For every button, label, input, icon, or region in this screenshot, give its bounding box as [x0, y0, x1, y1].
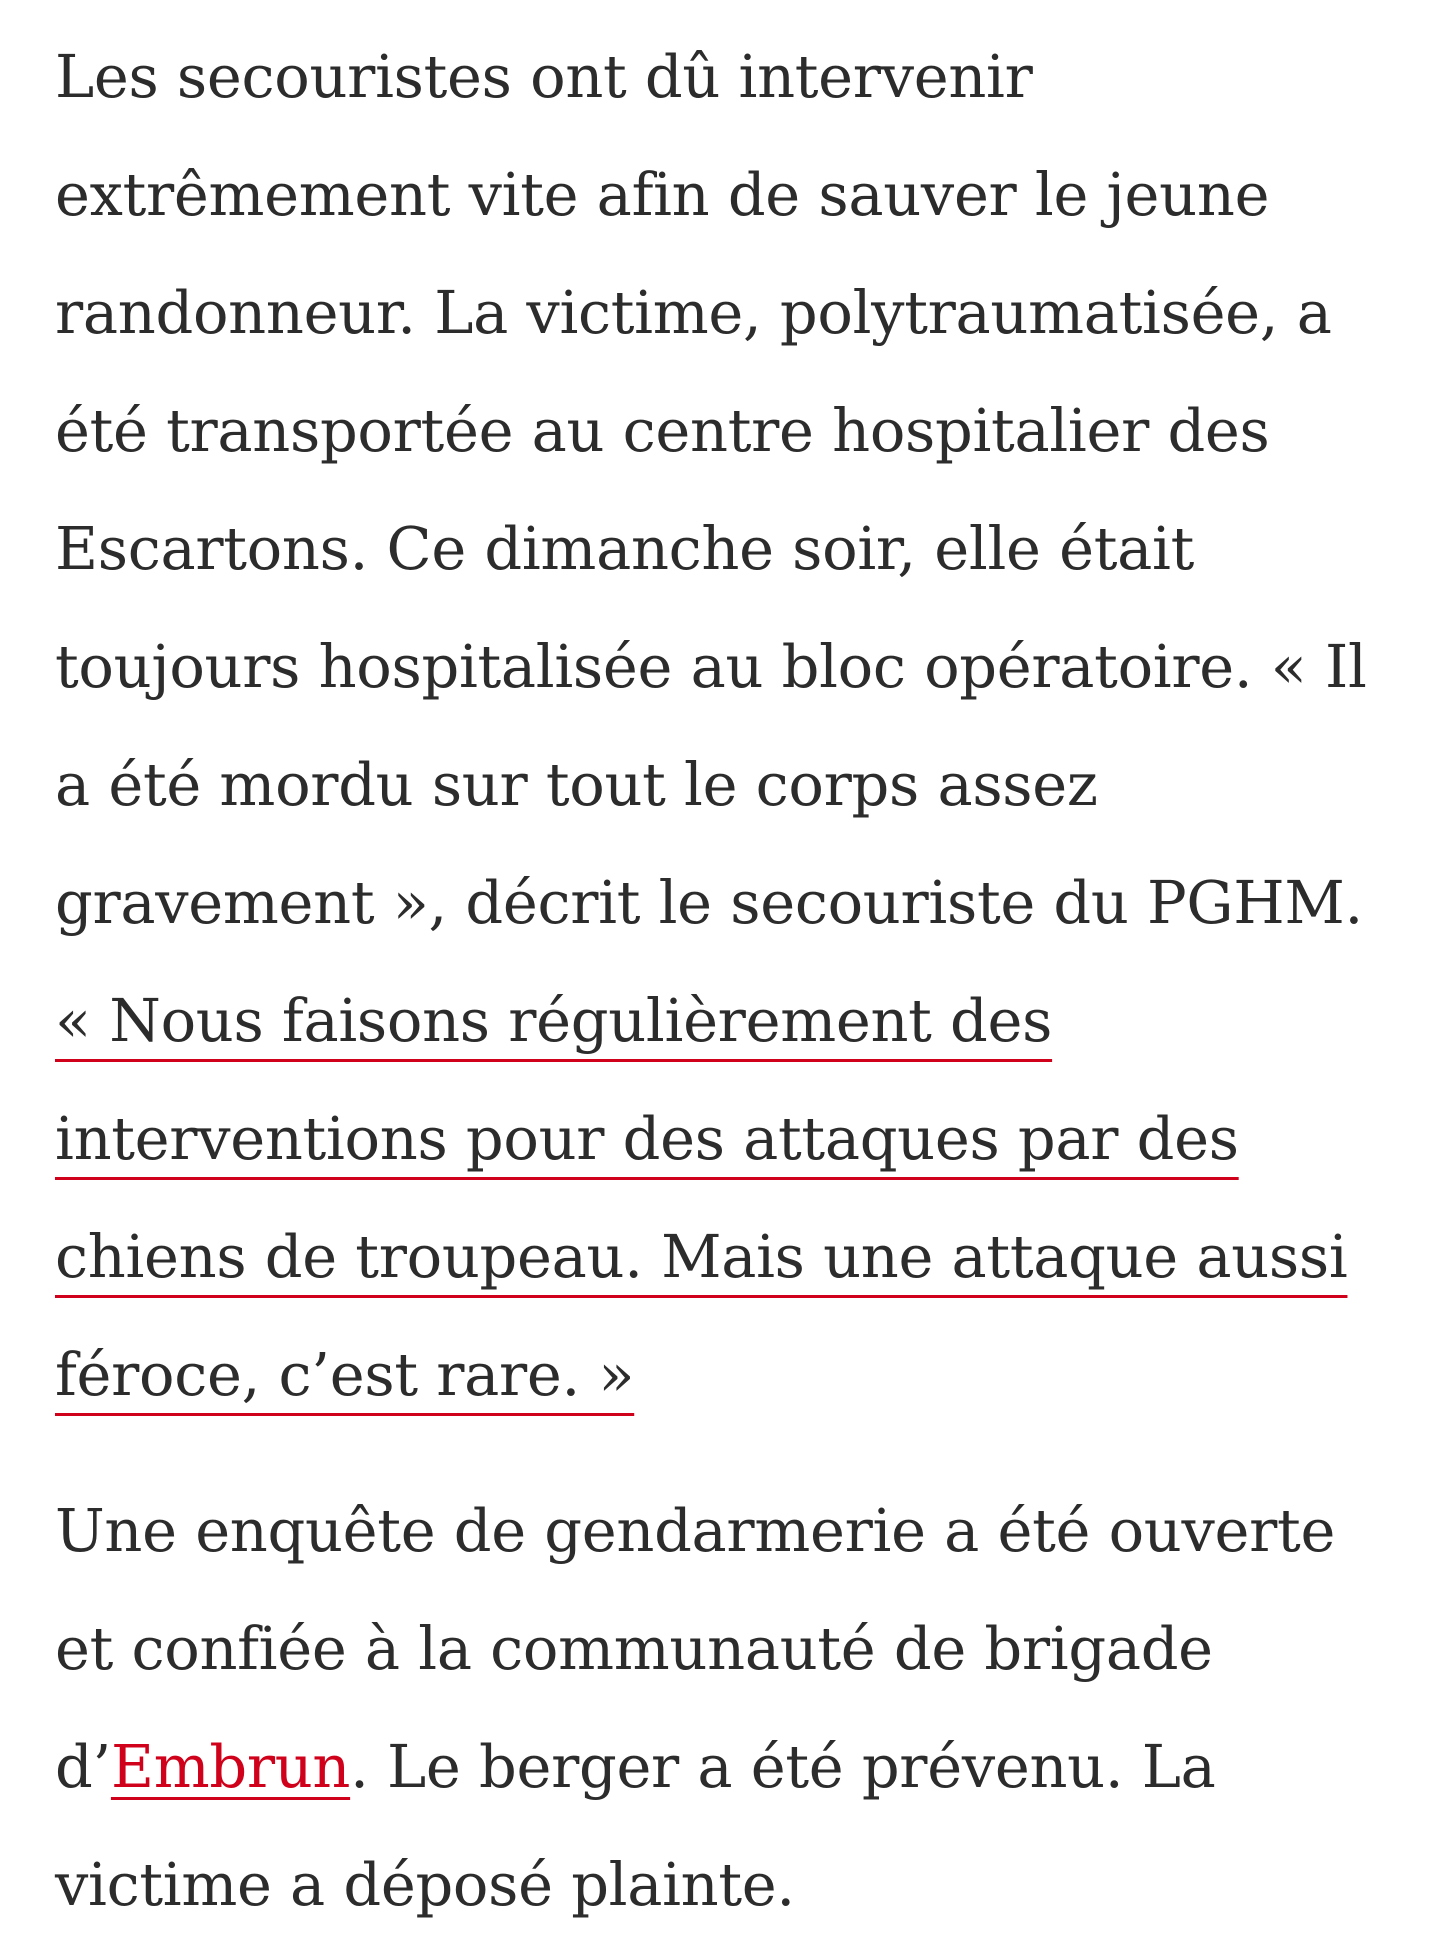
highlighted-quote: « Nous faisons régulièrement des interventions pour des attaques par des chiens de troupeau. Mais une attaque aussi féroce, c’est rare. » [55, 986, 1348, 1409]
embrun-link[interactable]: Embrun [110, 1732, 351, 1801]
paragraph-text: . Le berger a été prévenu. La victime a déposé plainte. [55, 1732, 1216, 1919]
paragraph-text: Une enquête de gendarmerie a été ouverte et confiée à la communauté de brigade d’ [55, 1496, 1336, 1801]
paragraph-text: Les secouristes ont dû intervenir extrêmement vite afin de sauver le jeune randonneur. La victime, polytraumatisée, a été transportée au centre hospitalier des Escartons. Ce dimanche soir, elle était toujours hospitalisée au bloc opératoire. « Il a été mordu sur tout le corps assez gravement », décrit le secouriste du PGHM. [55, 42, 1367, 937]
article-paragraph [55, 1472, 1400, 1944]
article-paragraph [55, 18, 1400, 1434]
